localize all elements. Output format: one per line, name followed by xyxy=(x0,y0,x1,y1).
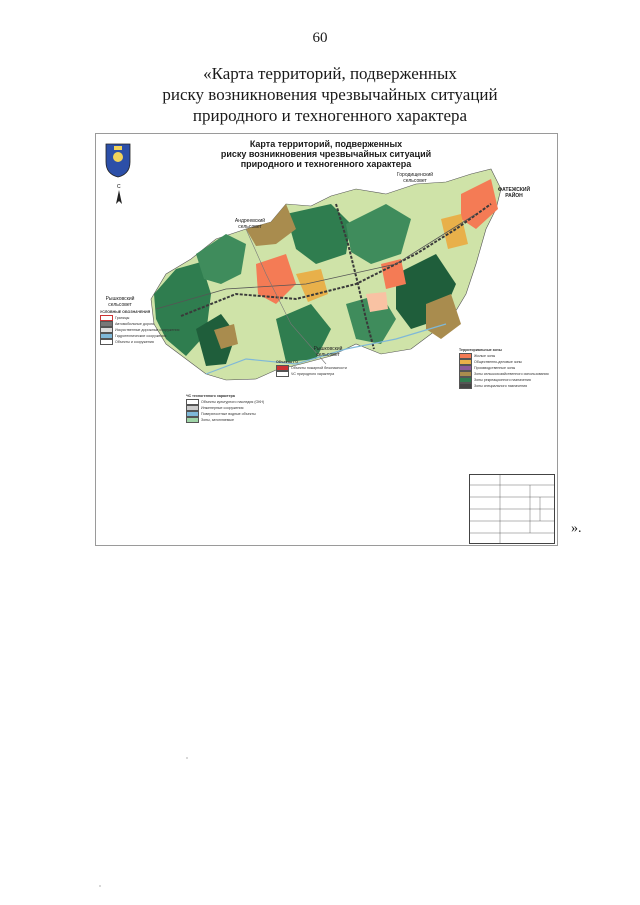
page-number: 60 xyxy=(312,30,328,46)
svg-text:С: С xyxy=(117,184,121,190)
map-title-line-3: природного и техногенного характера xyxy=(240,159,412,169)
place-label-ryshkovskiy-south: Рышковский сельсовет xyxy=(313,346,343,358)
legend-borders: Границы xyxy=(100,315,180,321)
closing-quote: ». xyxy=(571,521,582,536)
map-title-line-1: Карта территорий, подверженных xyxy=(249,139,403,149)
map-sheet xyxy=(95,133,558,546)
document-title-line-3: природного и техногенного характера xyxy=(192,106,468,125)
legend-heading-go: Объекты ГО xyxy=(276,360,298,364)
title-block-stamp xyxy=(469,474,555,544)
map-title-line-2: риску возникновения чрезвычайных ситуаций xyxy=(220,149,432,159)
document-title-line-2: риску возникновения чрезвычайных ситуаций xyxy=(162,85,498,104)
legend-transport: Искусственные дорожные сооружения xyxy=(100,327,180,333)
scan-speck xyxy=(99,885,101,887)
place-label-gorodishchenskiy: Городищенский сельсовет xyxy=(396,172,434,184)
legend-roads: Автомобильные дороги xyxy=(100,321,180,327)
legend-heading-territorial-zones: Территориальные зоны xyxy=(459,348,502,352)
legend-zones: Зоны, затопляемые xyxy=(186,417,266,423)
legend-water: Поверхностные водные объекты xyxy=(186,411,266,417)
legend-fire-safety: Объекты пожарной безопасности xyxy=(276,365,356,371)
legend-heading-tech-hazard: ЧС техногенного характера xyxy=(186,394,235,398)
place-label-ryshkovskiy-west: Рышковский сельсовет xyxy=(105,296,135,308)
legend-recreation: Зоны рекреационного назначения xyxy=(459,377,554,383)
document-title-line-1: «Карта территорий, подверженных xyxy=(203,64,457,83)
legend-public-business: Общественно-деловые зоны xyxy=(459,359,554,365)
legend-production: Производственные зоны xyxy=(459,365,554,371)
legend-engineering: Инженерные сооружения xyxy=(186,405,266,411)
legend-objects: Объекты и сооружения xyxy=(100,339,180,345)
legend-hydro: Гидротехнические сооружения xyxy=(100,333,180,339)
legend-column-1 xyxy=(100,310,180,345)
legend-residential: Жилые зоны xyxy=(459,353,554,359)
place-label-andreevskiy: Андреевский сельсовет xyxy=(234,218,266,230)
legend-heading-conventions: УСЛОВНЫЕ ОБОЗНАЧЕНИЯ xyxy=(100,310,151,314)
document-title xyxy=(120,63,540,126)
legend-natural: ЧС природного характера xyxy=(276,371,356,377)
legend-agricultural: Зоны сельскохозяйственного использования xyxy=(459,371,554,377)
legend-column-3 xyxy=(276,360,356,377)
legend-special: Объекты культурного наследия (ОКН) xyxy=(186,399,266,405)
place-label-fatezhskiy: ФАТЕЖСКИЙ РАЙОН xyxy=(497,187,531,199)
legend-special-purpose: Зоны специального назначения xyxy=(459,383,554,389)
legend-column-2 xyxy=(186,394,266,423)
legend-column-4 xyxy=(459,348,554,389)
scan-speck xyxy=(186,757,188,759)
